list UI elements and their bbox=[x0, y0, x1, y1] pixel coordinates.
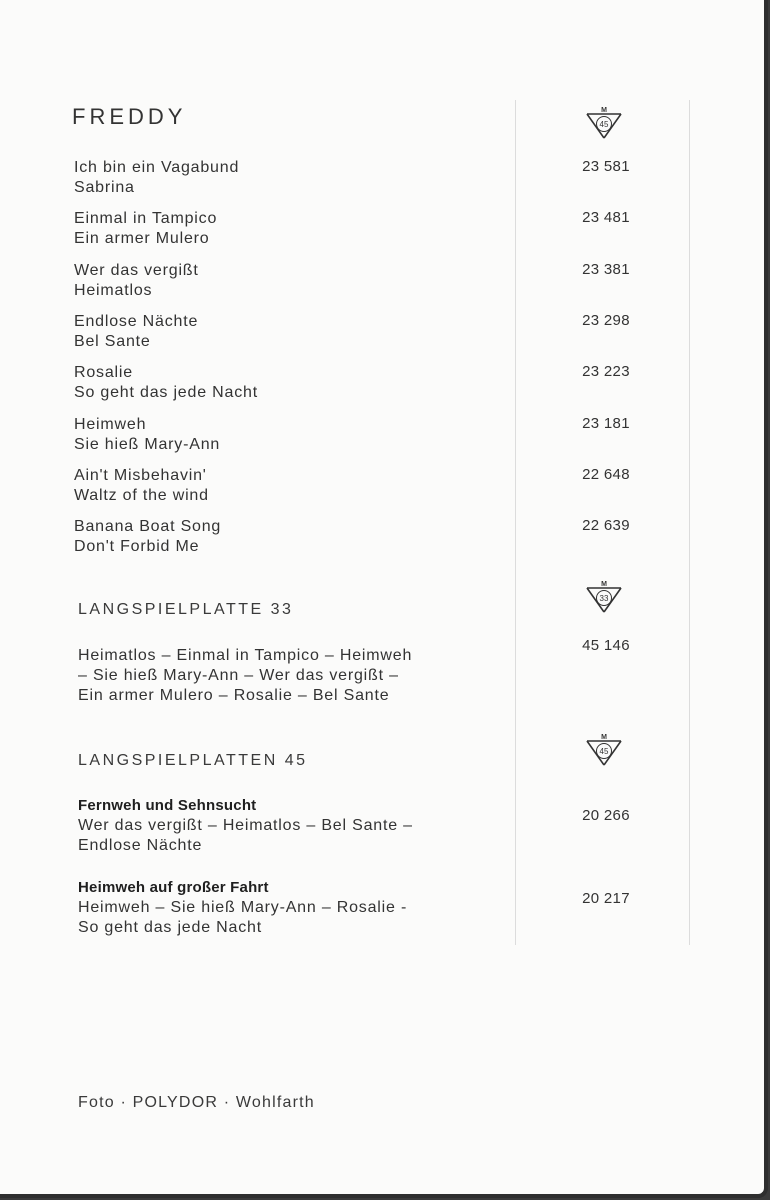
single-entry bbox=[74, 466, 514, 506]
album-track-line: Wer das vergißt – Heimatlos – Bel Sante – bbox=[78, 817, 413, 834]
column-divider-right bbox=[689, 100, 690, 945]
single-catalog-number: 23 298 bbox=[582, 311, 630, 329]
album-track-line: Heimweh – Sie hieß Mary-Ann – Rosalie - bbox=[78, 899, 408, 916]
a-side-title: Endlose Nächte bbox=[74, 312, 199, 330]
album-track-line: Endlose Nächte bbox=[78, 837, 203, 854]
album-title: Fernweh und Sehnsucht bbox=[78, 797, 257, 814]
b-side-title: Sie hieß Mary-Ann bbox=[74, 435, 221, 453]
a-side-title: Heimweh bbox=[74, 415, 147, 433]
single-catalog-number: 23 223 bbox=[582, 363, 630, 381]
album-title: Heimweh auf großer Fahrt bbox=[78, 879, 269, 896]
svg-text:M: M bbox=[601, 581, 607, 588]
b-side-title: Ein armer Mulero bbox=[74, 230, 210, 248]
single-entry bbox=[74, 312, 514, 352]
single-entry bbox=[74, 209, 514, 249]
a-side-title: Einmal in Tampico bbox=[74, 210, 218, 228]
b-side-title: Waltz of the wind bbox=[74, 486, 209, 504]
b-side-title: Heimatlos bbox=[74, 281, 153, 299]
lp33-line: Ein armer Mulero – Rosalie – Bel Sante bbox=[78, 687, 390, 704]
b-side-title: Bel Sante bbox=[74, 332, 151, 350]
single-catalog-number: 22 639 bbox=[582, 517, 630, 535]
a-side-title: Ich bin ein Vagabund bbox=[74, 159, 240, 176]
svg-text:45: 45 bbox=[599, 120, 609, 129]
artist-heading: FREDDY bbox=[72, 104, 187, 129]
album-catalog-number: 20 217 bbox=[582, 890, 630, 907]
lp45-heading: LANGSPIELPLATTEN 45 bbox=[78, 752, 308, 769]
svg-text:M: M bbox=[601, 107, 607, 114]
single-entry bbox=[74, 261, 514, 301]
photo-credit: Foto · POLYDOR · Wohlfarth bbox=[78, 1094, 315, 1111]
single-catalog-number: 23 481 bbox=[582, 209, 630, 227]
svg-text:45: 45 bbox=[599, 747, 609, 756]
svg-text:M: M bbox=[601, 734, 607, 741]
single-catalog-number: 22 648 bbox=[582, 465, 630, 483]
lp33-heading: LANGSPIELPLATTE 33 bbox=[78, 601, 294, 618]
lp33-tracklist bbox=[78, 646, 518, 706]
polydor-45-logo bbox=[584, 106, 624, 140]
polydor-33-logo bbox=[584, 580, 624, 614]
polydor-45-logo bbox=[584, 733, 624, 767]
lp45-album bbox=[78, 796, 518, 856]
lp33-line: – Sie hieß Mary-Ann – Wer das vergißt – bbox=[78, 667, 399, 684]
a-side-title: Banana Boat Song bbox=[74, 518, 222, 536]
a-side-title: Ain't Misbehavin' bbox=[74, 466, 207, 484]
a-side-title: Wer das vergißt bbox=[74, 261, 199, 279]
single-catalog-number: 23 381 bbox=[582, 260, 630, 278]
lp33-line: Heimatlos – Einmal in Tampico – Heimweh bbox=[78, 647, 413, 664]
album-track-line: So geht das jede Nacht bbox=[78, 919, 262, 936]
b-side-title: So geht das jede Nacht bbox=[74, 384, 258, 402]
b-side-title: Don't Forbid Me bbox=[74, 538, 200, 556]
single-catalog-number: 23 181 bbox=[582, 414, 630, 432]
lp45-album bbox=[78, 878, 518, 938]
single-entry bbox=[74, 158, 514, 198]
single-entry bbox=[74, 415, 514, 455]
svg-text:33: 33 bbox=[599, 594, 609, 603]
single-catalog-number: 23 581 bbox=[582, 158, 630, 175]
single-entry bbox=[74, 363, 514, 403]
lp33-catalog-number: 45 146 bbox=[582, 637, 630, 654]
b-side-title: Sabrina bbox=[74, 179, 135, 196]
album-catalog-number: 20 266 bbox=[582, 807, 630, 824]
a-side-title: Rosalie bbox=[74, 364, 133, 382]
single-entry bbox=[74, 517, 514, 557]
